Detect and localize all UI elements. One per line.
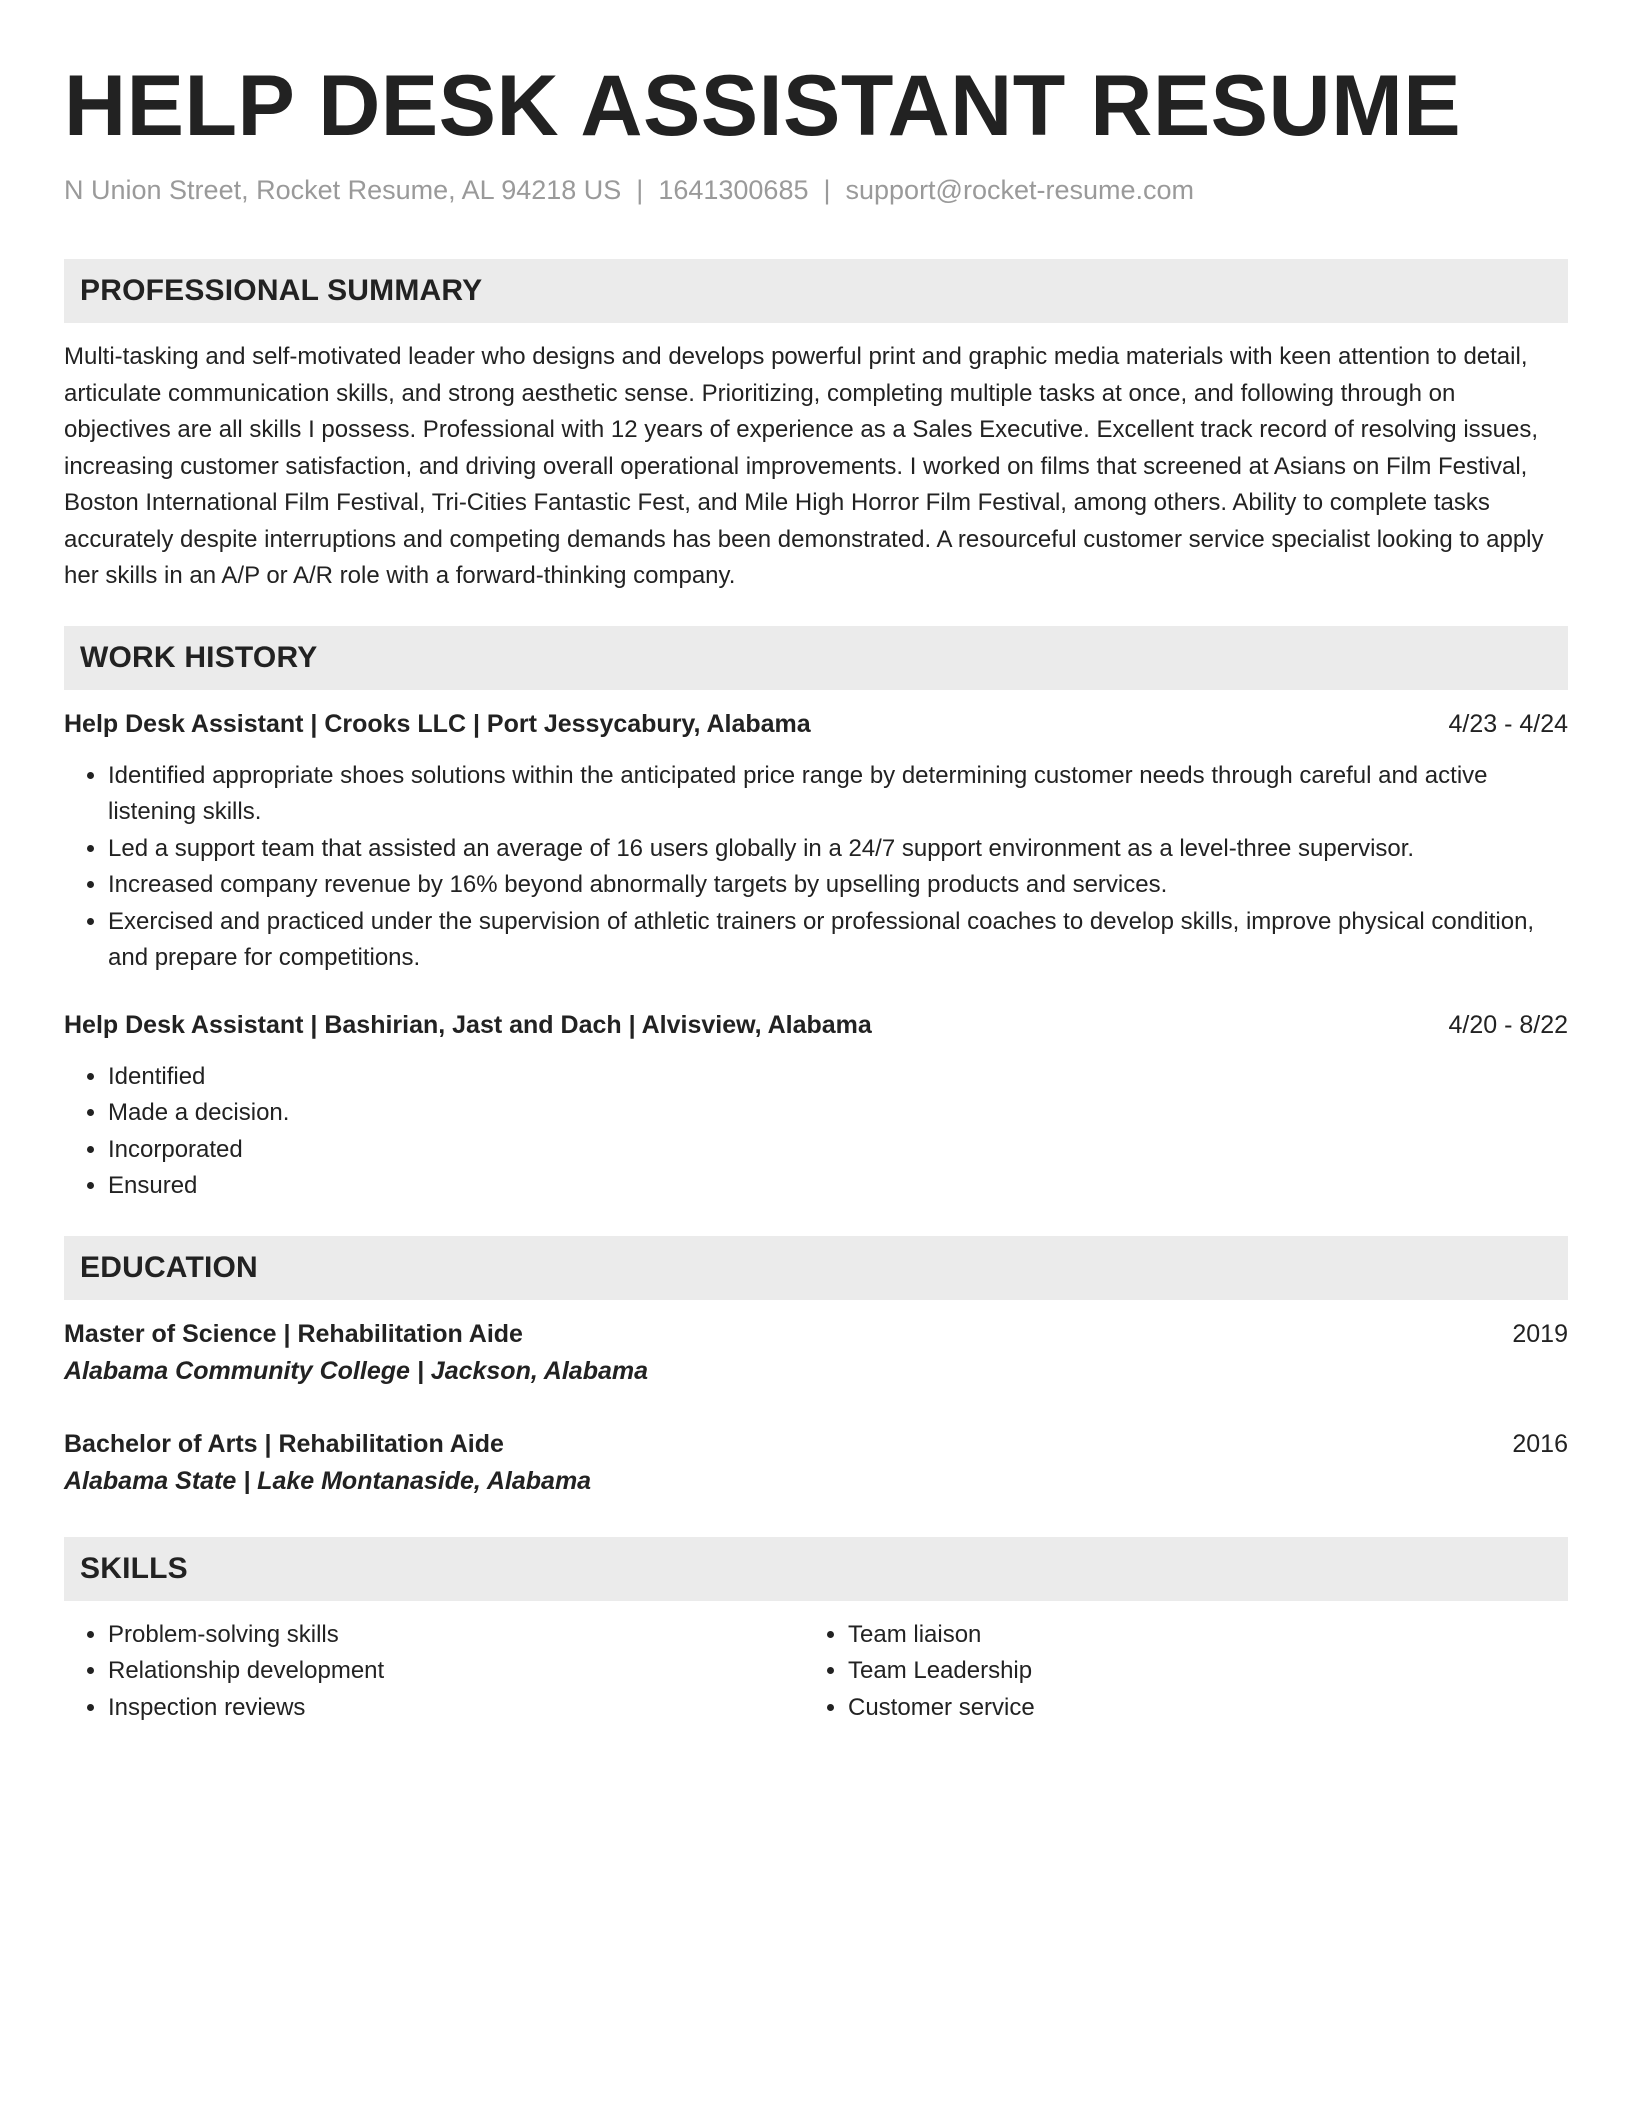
list-item: • Made a decision. <box>108 1095 1568 1132</box>
list-item: • Exercised and practiced under the supervision of athletic trainers or professional coaches to develop skills, improve physical condition, and prepare for competitions. <box>108 904 1568 977</box>
skill-item: • Inspection reviews <box>108 1690 804 1727</box>
job-title: Help Desk Assistant | Crooks LLC | Port Jessycabury, Alabama <box>64 709 811 738</box>
education-entry-header <box>64 1316 1568 1352</box>
list-item: • Led a support team that assisted an average of 16 users globally in a 24/7 support environment as a level-three supervisor. <box>108 831 1568 868</box>
skill-item: • Relationship development <box>108 1653 804 1690</box>
section-header-skills <box>64 1537 1568 1601</box>
job-bullet-list <box>64 1059 1568 1205</box>
contact-address: N Union Street, Rocket Resume, AL 94218 US <box>64 175 622 205</box>
job-title: Help Desk Assistant | Bashirian, Jast and Dach | Alvisview, Alabama <box>64 1010 872 1039</box>
resume-title: HELP DESK ASSISTANT RESUME <box>64 58 1462 154</box>
education-school: Alabama State | Lake Montanaside, Alabama <box>64 1466 592 1495</box>
skills-list <box>64 1617 804 1727</box>
summary-text: Multi-tasking and self-motivated leader who designs and develops powerful print and graphic media materials with keen attention to detail, articulate communication skills, and strong aesthetic sense. Prioritizing, completing multiple tasks at once, and following through on objectives are all skills I possess. Professional with 12 years of experience as a Sales Executive. Excellent track record of resolving issues, increasing customer satisfaction, and driving overall operational improvements. I worked on films that screened at Asians on Film Festival, Boston International Film Festival, Tri-Cities Fantastic Fest, and Mile High Horror Film Festival, among others. Ability to complete tasks accurately despite interruptions and competing demands has been demonstrated. A resourceful customer service specialist looking to apply her skills in an A/P or A/R role with a forward-thinking company. <box>64 343 1544 589</box>
contact-phone: 1641300685 <box>658 175 809 205</box>
skill-item: • Problem-solving skills <box>108 1617 804 1654</box>
section-heading: SKILLS <box>80 1551 188 1585</box>
job-dates: 4/20 - 8/22 <box>1448 1010 1568 1039</box>
section-heading: EDUCATION <box>80 1250 258 1284</box>
section-heading: PROFESSIONAL SUMMARY <box>80 274 483 307</box>
contact-email: support@rocket-resume.com <box>845 175 1195 205</box>
education-school: Alabama Community College | Jackson, Alabama <box>64 1356 649 1385</box>
education-year: 2019 <box>1512 1319 1568 1348</box>
list-item: • Identified <box>108 1059 1568 1096</box>
list-item: • Identified appropriate shoes solutions within the anticipated price range by determining customer needs through careful and active listening skills. <box>108 758 1568 831</box>
skills-grid <box>64 1617 1568 1727</box>
list-item: • Incorporated <box>108 1132 1568 1169</box>
section-header-work-history <box>64 626 1568 690</box>
skill-item: • Customer service <box>848 1690 1544 1727</box>
skills-column-left <box>64 1617 804 1727</box>
education-degree: Bachelor of Arts | Rehabilitation Aide <box>64 1429 504 1458</box>
skill-item: • Team liaison <box>848 1617 1544 1654</box>
section-header-summary <box>64 259 1568 323</box>
section-header-education <box>64 1236 1568 1300</box>
skills-list <box>804 1617 1544 1727</box>
contact-separator: | <box>636 175 644 205</box>
contact-line <box>64 172 1568 208</box>
job-dates: 4/23 - 4/24 <box>1448 709 1568 738</box>
skill-item: • Team Leadership <box>848 1653 1544 1690</box>
skills-column-right <box>804 1617 1544 1727</box>
contact-separator: | <box>823 175 831 205</box>
job-entry-header <box>64 1007 1568 1043</box>
list-item: • Ensured <box>108 1168 1568 1205</box>
section-heading: WORK HISTORY <box>80 640 318 674</box>
list-item: • Increased company revenue by 16% beyond abnormally targets by upselling products and services. <box>108 867 1568 904</box>
job-bullet-list <box>64 758 1568 977</box>
education-entry-header <box>64 1426 1568 1462</box>
education-year: 2016 <box>1512 1429 1568 1458</box>
job-entry-header <box>64 706 1568 742</box>
education-degree: Master of Science | Rehabilitation Aide <box>64 1319 523 1348</box>
